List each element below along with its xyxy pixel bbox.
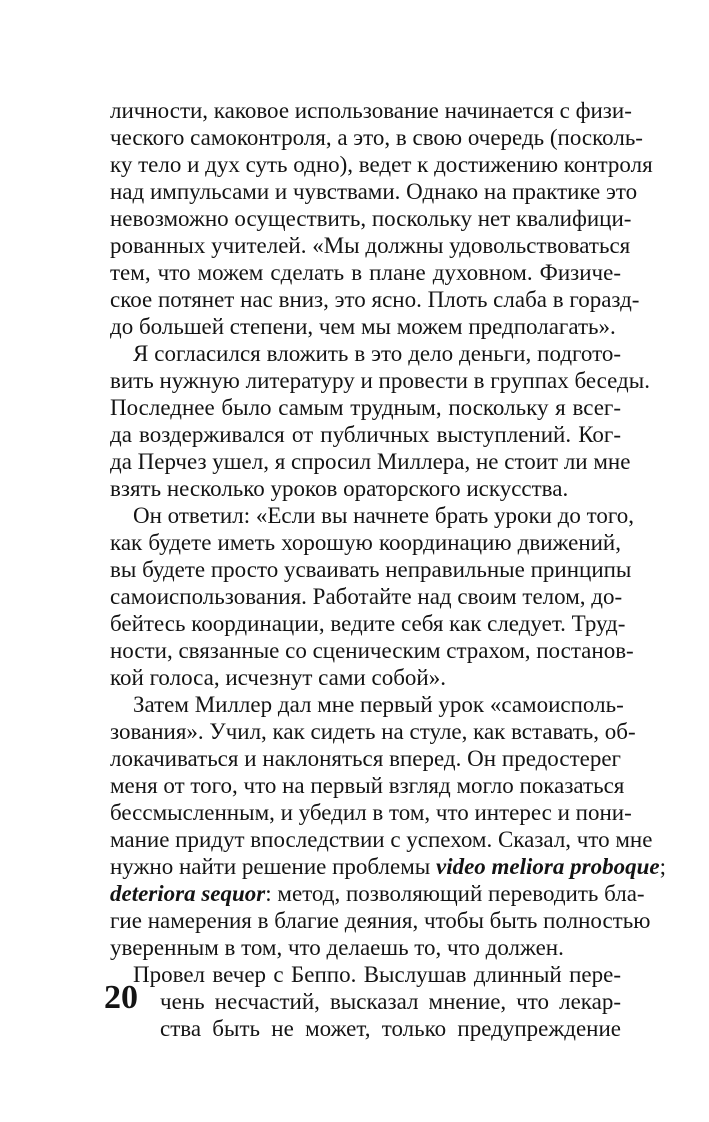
page-number: 20 [104, 979, 138, 1016]
text-line: Провел вечер с Беппо. Выслушав длинный пере- [133, 962, 621, 987]
text-line: да воздерживался от публичных выступлений. Ког- [110, 422, 621, 447]
text-line: уверенным в том, что делаешь то, что должен. [110, 935, 564, 960]
text-line: личности, каковое использование начинается с физи- [110, 98, 632, 123]
text-line: ческого самоконтроля, а это, в свою очередь (посколь- [110, 125, 643, 150]
latin-phrase: deteriora sequor [110, 881, 266, 906]
text-line: Затем Миллер дал мне первый урок «самоисполь- [133, 692, 624, 717]
text-span: : метод, позволяющий переводить бла- [265, 881, 645, 906]
text-line: зования». Учил, как сидеть на стуле, как вставать, об- [110, 719, 636, 744]
text-line: ку тело и дух суть одно), ведет к достижению контроля [110, 152, 653, 177]
text-line: рованных учителей. «Мы должны удовольствоваться [110, 233, 631, 258]
text-line: ства быть не может, только предупреждение [160, 1016, 621, 1041]
text-line: над импульсами и чувствами. Однако на практике это [110, 179, 638, 204]
text-span: ; [659, 854, 666, 879]
latin-phrase: video meliora proboque [435, 854, 660, 879]
text-line: бессмысленным, и убедил в том, что интерес и пони- [110, 800, 632, 825]
text-line: кой голоса, исчезнут сами собой». [110, 665, 446, 690]
text-line: ности, связанные со сценическим страхом, постанов- [110, 638, 634, 663]
text-line: меня от того, что на первый взгляд могло показаться [110, 773, 625, 798]
text-line: Он ответил: «Если вы начнете брать уроки до того, [133, 503, 635, 528]
text-line-latin [110, 854, 666, 880]
text-line: Последнее было самым трудным, поскольку я всег- [110, 395, 621, 420]
text-line: тем, что можем сделать в плане духовном. Физиче- [110, 260, 621, 285]
text-line: чень несчастий, высказал мнение, что лекар- [160, 989, 621, 1014]
text-span: нужно найти решение проблемы [110, 854, 436, 879]
text-line: да Перчез ушел, я спросил Миллера, не стоит ли мне [110, 449, 631, 474]
text-line: вить нужную литературу и провести в группах беседы. [110, 368, 650, 393]
text-line: бейтесь координации, ведите себя как следует. Труд- [110, 611, 626, 636]
text-line: до большей степени, чем мы можем предполагать». [110, 314, 616, 339]
text-line: как будете иметь хорошую координацию движений, [110, 530, 621, 555]
text-line: гие намерения в благие деяния, чтобы быть полностью [110, 908, 651, 933]
text-line: мание придут впоследствии с успехом. Сказал, что мне [110, 827, 653, 852]
text-line-latin [110, 881, 645, 907]
text-line: ское потянет нас вниз, это ясно. Плоть слаба в горазд- [110, 287, 640, 312]
text-line: самоиспользования. Работайте над своим телом, до- [110, 584, 623, 609]
text-line: локачиваться и наклоняться вперед. Он предостерег [110, 746, 621, 771]
text-line: вы будете просто усваивать неправильные принципы [110, 557, 632, 582]
text-line: невозможно осуществить, поскольку нет квалифици- [110, 206, 632, 231]
text-line: Я согласился вложить в это дело деньги, подгото- [133, 341, 621, 366]
text-line: взять несколько уроков ораторского искусства. [110, 476, 569, 501]
